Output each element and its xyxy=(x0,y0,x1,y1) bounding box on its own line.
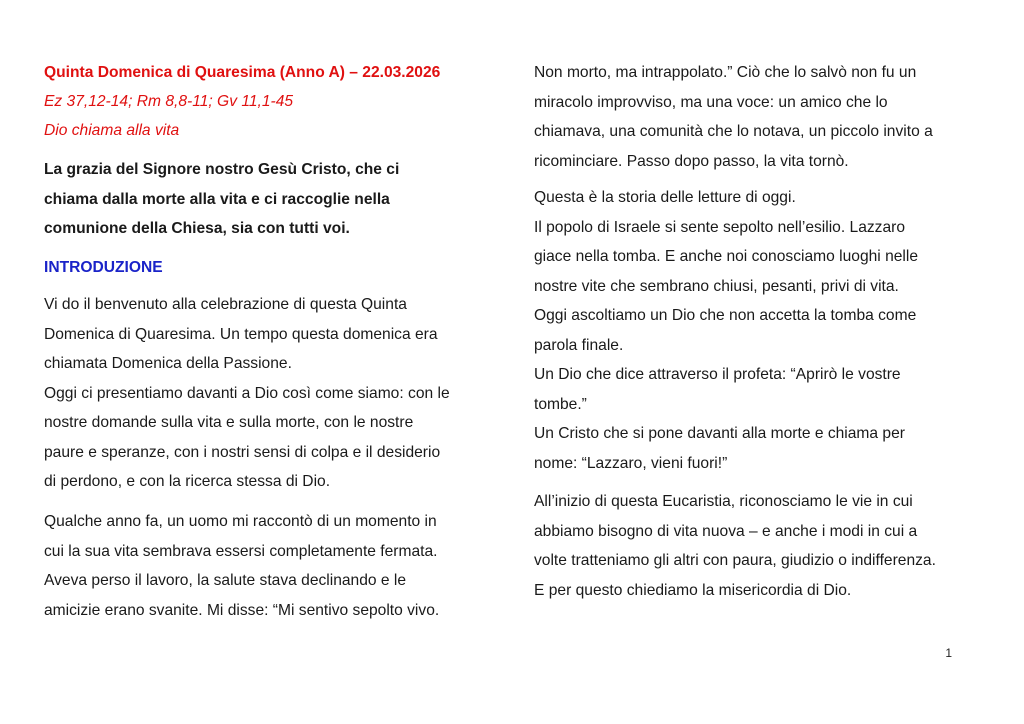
text-line: chiamava, una comunità che lo notava, un piccolo invito a xyxy=(534,123,933,140)
theme-subtitle: Dio chiama alla vita xyxy=(44,122,180,139)
text-line: ricominciare. Passo dopo passo, la vita tornò. xyxy=(534,152,849,170)
text-line: giace nella tomba. E anche noi conosciamo luoghi nelle xyxy=(534,248,919,265)
text-line: All’inizio di questa Eucaristia, riconosciamo le vie in cui xyxy=(534,493,913,510)
readings-reference: Ez 37,12-14; Rm 8,8-11; Gv 11,1-45 xyxy=(44,93,294,110)
text-line: chiamata Domenica della Passione. xyxy=(44,355,292,372)
greeting-block xyxy=(44,155,399,244)
greeting-line: comunione della Chiesa, sia con tutti voi. xyxy=(44,220,350,237)
greeting-line: La grazia del Signore nostro Gesù Cristo, che ci xyxy=(44,161,400,178)
text-line: Un Dio che dice attraverso il profeta: “Aprirò le vostre xyxy=(534,366,901,383)
text-line: Domenica di Quaresima. Un tempo questa domenica era xyxy=(44,325,438,343)
text-line: volte tratteniamo gli altri con paura, giudizio o indifferenza. xyxy=(534,552,936,569)
text-line: Non morto, ma intrappolato.” Ciò che lo salvò non fu un xyxy=(534,64,917,81)
eucharist-paragraph xyxy=(534,487,936,605)
text-line: amicizie erano svanite. Mi disse: “Mi sentivo sepolto vivo. xyxy=(44,601,440,619)
text-line: Questa è la storia delle letture di oggi. xyxy=(534,189,796,206)
text-line: nome: “Lazzaro, vieni fuori!” xyxy=(534,454,728,472)
introduction-heading: INTRODUZIONE xyxy=(44,259,163,276)
text-line: nostre domande sulla vita e sulla morte, con le nostre xyxy=(44,414,414,431)
story-paragraph xyxy=(44,507,439,625)
text-line: tombe.” xyxy=(534,395,587,413)
text-line: paure e speranze, con i nostri sensi di colpa e il desiderio xyxy=(44,443,441,461)
page-number: 1 xyxy=(945,646,952,660)
text-line: E per questo chiediamo la misericordia di Dio. xyxy=(534,581,852,599)
intro-paragraph xyxy=(44,290,450,497)
text-line: Oggi ascoltiamo un Dio che non accetta la tomba come xyxy=(534,307,917,324)
text-line: Qualche anno fa, un uomo mi raccontò di un momento in xyxy=(44,513,437,530)
text-line: miracolo improvviso, ma una voce: un amico che lo xyxy=(534,93,888,111)
text-line: Oggi ci presentiamo davanti a Dio così come siamo: con le xyxy=(44,384,450,402)
text-line: Il popolo di Israele si sente sepolto nell’esilio. Lazzaro xyxy=(534,218,905,236)
text-line: cui la sua vita sembrava essersi completamente fermata. xyxy=(44,542,438,560)
text-line: parola finale. xyxy=(534,336,624,354)
document-title: Quinta Domenica di Quaresima (Anno A) – 22.03.2026 xyxy=(44,64,441,81)
text-line: Aveva perso il lavoro, la salute stava declinando e le xyxy=(44,572,407,589)
readings-paragraph xyxy=(534,183,918,478)
text-line: nostre vite che sembrano chiusi, pesanti, privi di vita. xyxy=(534,277,899,295)
story-continuation-paragraph xyxy=(534,58,933,176)
text-line: abbiamo bisogno di vita nuova – e anche i modi in cui a xyxy=(534,522,918,540)
text-line: di perdono, e con la ricerca stessa di Dio. xyxy=(44,473,331,490)
text-line: Un Cristo che si pone davanti alla morte e chiama per xyxy=(534,425,905,442)
greeting-line: chiama dalla morte alla vita e ci raccoglie nella xyxy=(44,190,390,208)
text-line: Vi do il benvenuto alla celebrazione di questa Quinta xyxy=(44,296,407,313)
